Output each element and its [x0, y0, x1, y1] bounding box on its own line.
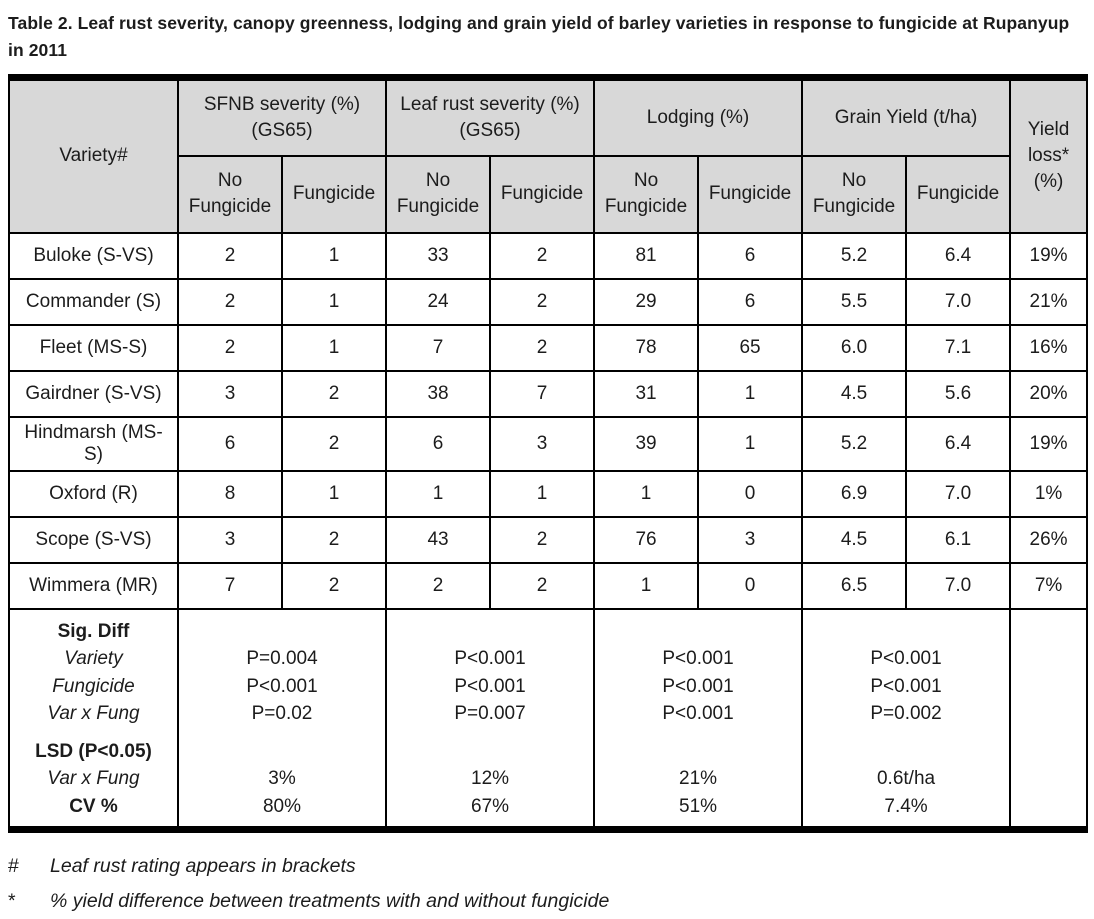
subheader-no-fungicide: No Fungicide: [594, 156, 698, 233]
value-cell: 5.5: [802, 279, 906, 325]
value-cell: 4.5: [802, 517, 906, 563]
stats-value: P<0.001: [454, 648, 526, 669]
stats-value: 7.4%: [884, 795, 928, 817]
value-cell: 7: [178, 563, 282, 609]
column-header-variety: Variety#: [9, 78, 178, 233]
stats-value: 67%: [471, 795, 510, 817]
stats-label: Var x Fung: [47, 768, 140, 789]
table-header: [9, 78, 1087, 233]
stats-label: Sig. Diff: [57, 620, 130, 642]
value-cell: 3: [178, 517, 282, 563]
stats-value: P<0.001: [662, 703, 734, 724]
value-cell: 5.2: [802, 233, 906, 279]
value-cell: 6.1: [906, 517, 1010, 563]
value-cell: 3: [490, 417, 594, 471]
value-cell: 2: [178, 325, 282, 371]
table-stats-section: [9, 609, 1087, 830]
stats-value: 80%: [262, 795, 302, 817]
value-cell: 29: [594, 279, 698, 325]
subheader-fungicide: Fungicide: [906, 156, 1010, 233]
yield-loss-cell: 19%: [1010, 233, 1087, 279]
table-row: [9, 325, 1087, 371]
subheader-no-fungicide: No Fungicide: [386, 156, 490, 233]
stats-label: Var x Fung: [47, 703, 140, 724]
table-row: [9, 371, 1087, 417]
yield-loss-cell: 26%: [1010, 517, 1087, 563]
value-cell: 81: [594, 233, 698, 279]
value-cell: 2: [490, 233, 594, 279]
column-header-yield-loss: Yield loss* (%): [1010, 78, 1087, 233]
yield-loss-cell: 1%: [1010, 471, 1087, 517]
footnotes: [8, 849, 1086, 919]
column-group-lodging: Lodging (%): [594, 78, 802, 156]
subheader-fungicide: Fungicide: [490, 156, 594, 233]
footnote-asterisk: [8, 884, 1086, 919]
table-row: [9, 233, 1087, 279]
table-row: [9, 417, 1087, 471]
variety-cell: Scope (S-VS): [9, 517, 178, 563]
column-group-sfnb-severity: SFNB severity (%) (GS65): [178, 78, 386, 156]
stats-value: 12%: [471, 768, 510, 789]
value-cell: 2: [490, 279, 594, 325]
value-cell: 2: [282, 417, 386, 471]
table-body: [9, 233, 1087, 609]
stats-value: [807, 738, 1005, 766]
stats-value: P<0.001: [870, 675, 942, 697]
value-cell: 78: [594, 325, 698, 371]
value-cell: 6.5: [802, 563, 906, 609]
table-caption: Table 2. Leaf rust severity, canopy greenness, lodging and grain yield of barley varieties in response to fungicide at Rupanyup in 2011: [8, 13, 1070, 60]
value-cell: 1: [282, 279, 386, 325]
value-cell: 2: [490, 325, 594, 371]
value-cell: 7: [490, 371, 594, 417]
value-cell: 1: [698, 417, 802, 471]
value-cell: 6: [386, 417, 490, 471]
stats-group-cell: [386, 609, 594, 830]
yield-loss-cell: 16%: [1010, 325, 1087, 371]
variety-cell: Fleet (MS-S): [9, 325, 178, 371]
stats-value: P<0.001: [246, 675, 318, 697]
stats-value: P<0.001: [662, 648, 734, 669]
value-cell: 2: [178, 279, 282, 325]
stats-value: P=0.007: [454, 703, 526, 724]
stats-value: P<0.001: [870, 648, 942, 669]
value-cell: 4.5: [802, 371, 906, 417]
stats-label: CV %: [69, 795, 118, 817]
subheader-fungicide: Fungicide: [698, 156, 802, 233]
footnote-hash-marker: #: [8, 855, 19, 877]
value-cell: 3: [698, 517, 802, 563]
value-cell: 6.0: [802, 325, 906, 371]
value-cell: 1: [282, 471, 386, 517]
stats-value: [183, 618, 381, 646]
stats-row: [9, 609, 1087, 830]
value-cell: 2: [490, 517, 594, 563]
table-row: [9, 563, 1087, 609]
value-cell: 3: [178, 371, 282, 417]
value-cell: 6: [698, 279, 802, 325]
value-cell: 2: [282, 517, 386, 563]
value-cell: 8: [178, 471, 282, 517]
value-cell: 0: [698, 563, 802, 609]
variety-cell: Wimmera (MR): [9, 563, 178, 609]
value-cell: 1: [698, 371, 802, 417]
value-cell: 5.2: [802, 417, 906, 471]
value-cell: 7: [386, 325, 490, 371]
stats-value: P=0.002: [870, 703, 942, 724]
stats-value: P<0.001: [662, 675, 734, 697]
value-cell: 1: [282, 233, 386, 279]
stats-value: 3%: [268, 768, 296, 789]
stats-label: LSD (P<0.05): [35, 740, 152, 762]
stats-value: [807, 618, 1005, 646]
value-cell: 6.4: [906, 417, 1010, 471]
value-cell: 6: [178, 417, 282, 471]
stats-value: [599, 738, 797, 766]
value-cell: 39: [594, 417, 698, 471]
value-cell: 1: [282, 325, 386, 371]
header-group-row: [9, 78, 1087, 156]
footnote-asterisk-text: % yield difference between treatments with and without fungicide: [50, 890, 610, 912]
value-cell: 33: [386, 233, 490, 279]
value-cell: 6.9: [802, 471, 906, 517]
value-cell: 2: [386, 563, 490, 609]
stats-label: Fungicide: [52, 675, 135, 697]
stats-value: P=0.02: [251, 703, 313, 724]
table-row: [9, 279, 1087, 325]
stats-label: Variety: [64, 648, 123, 669]
value-cell: 76: [594, 517, 698, 563]
value-cell: 1: [490, 471, 594, 517]
value-cell: 1: [594, 563, 698, 609]
value-cell: 1: [386, 471, 490, 517]
value-cell: 43: [386, 517, 490, 563]
stats-value: [183, 738, 381, 766]
value-cell: 2: [178, 233, 282, 279]
value-cell: 38: [386, 371, 490, 417]
footnote-asterisk-marker: *: [8, 890, 16, 912]
value-cell: 31: [594, 371, 698, 417]
stats-value: P=0.004: [246, 648, 318, 669]
stats-group-cell: [594, 609, 802, 830]
value-cell: 7.0: [906, 563, 1010, 609]
value-cell: 2: [282, 563, 386, 609]
stats-empty-cell: [1010, 609, 1087, 830]
variety-cell: Buloke (S-VS): [9, 233, 178, 279]
value-cell: 5.6: [906, 371, 1010, 417]
value-cell: 7.0: [906, 471, 1010, 517]
value-cell: 6: [698, 233, 802, 279]
variety-cell: Hindmarsh (MS-S): [9, 417, 178, 471]
subheader-fungicide: Fungicide: [282, 156, 386, 233]
stats-group-cell: [802, 609, 1010, 830]
yield-loss-cell: 19%: [1010, 417, 1087, 471]
variety-cell: Commander (S): [9, 279, 178, 325]
table-row: [9, 517, 1087, 563]
value-cell: 24: [386, 279, 490, 325]
barley-fungicide-table: [8, 74, 1088, 833]
value-cell: 0: [698, 471, 802, 517]
stats-value: [599, 618, 797, 646]
stats-value: [391, 618, 589, 646]
value-cell: 6.4: [906, 233, 1010, 279]
yield-loss-cell: 20%: [1010, 371, 1087, 417]
stats-group-cell: [178, 609, 386, 830]
stats-value: 21%: [679, 768, 718, 789]
footnote-hash: [8, 849, 1086, 884]
column-group-grain-yield: Grain Yield (t/ha): [802, 78, 1010, 156]
stats-value: P<0.001: [454, 675, 526, 697]
stats-value: 51%: [679, 795, 718, 817]
variety-cell: Gairdner (S-VS): [9, 371, 178, 417]
stats-label-cell: [9, 609, 178, 830]
subheader-no-fungicide: No Fungicide: [802, 156, 906, 233]
value-cell: 65: [698, 325, 802, 371]
value-cell: 1: [594, 471, 698, 517]
yield-loss-cell: 7%: [1010, 563, 1087, 609]
stats-value: [391, 738, 589, 766]
footnote-hash-text: Leaf rust rating appears in brackets: [50, 855, 356, 877]
value-cell: 2: [490, 563, 594, 609]
column-group-leaf-rust-severity: Leaf rust severity (%) (GS65): [386, 78, 594, 156]
value-cell: 2: [282, 371, 386, 417]
stats-value: 0.6t/ha: [876, 768, 936, 789]
value-cell: 7.0: [906, 279, 1010, 325]
variety-cell: Oxford (R): [9, 471, 178, 517]
table-row: [9, 471, 1087, 517]
yield-loss-cell: 21%: [1010, 279, 1087, 325]
value-cell: 7.1: [906, 325, 1010, 371]
subheader-no-fungicide: No Fungicide: [178, 156, 282, 233]
